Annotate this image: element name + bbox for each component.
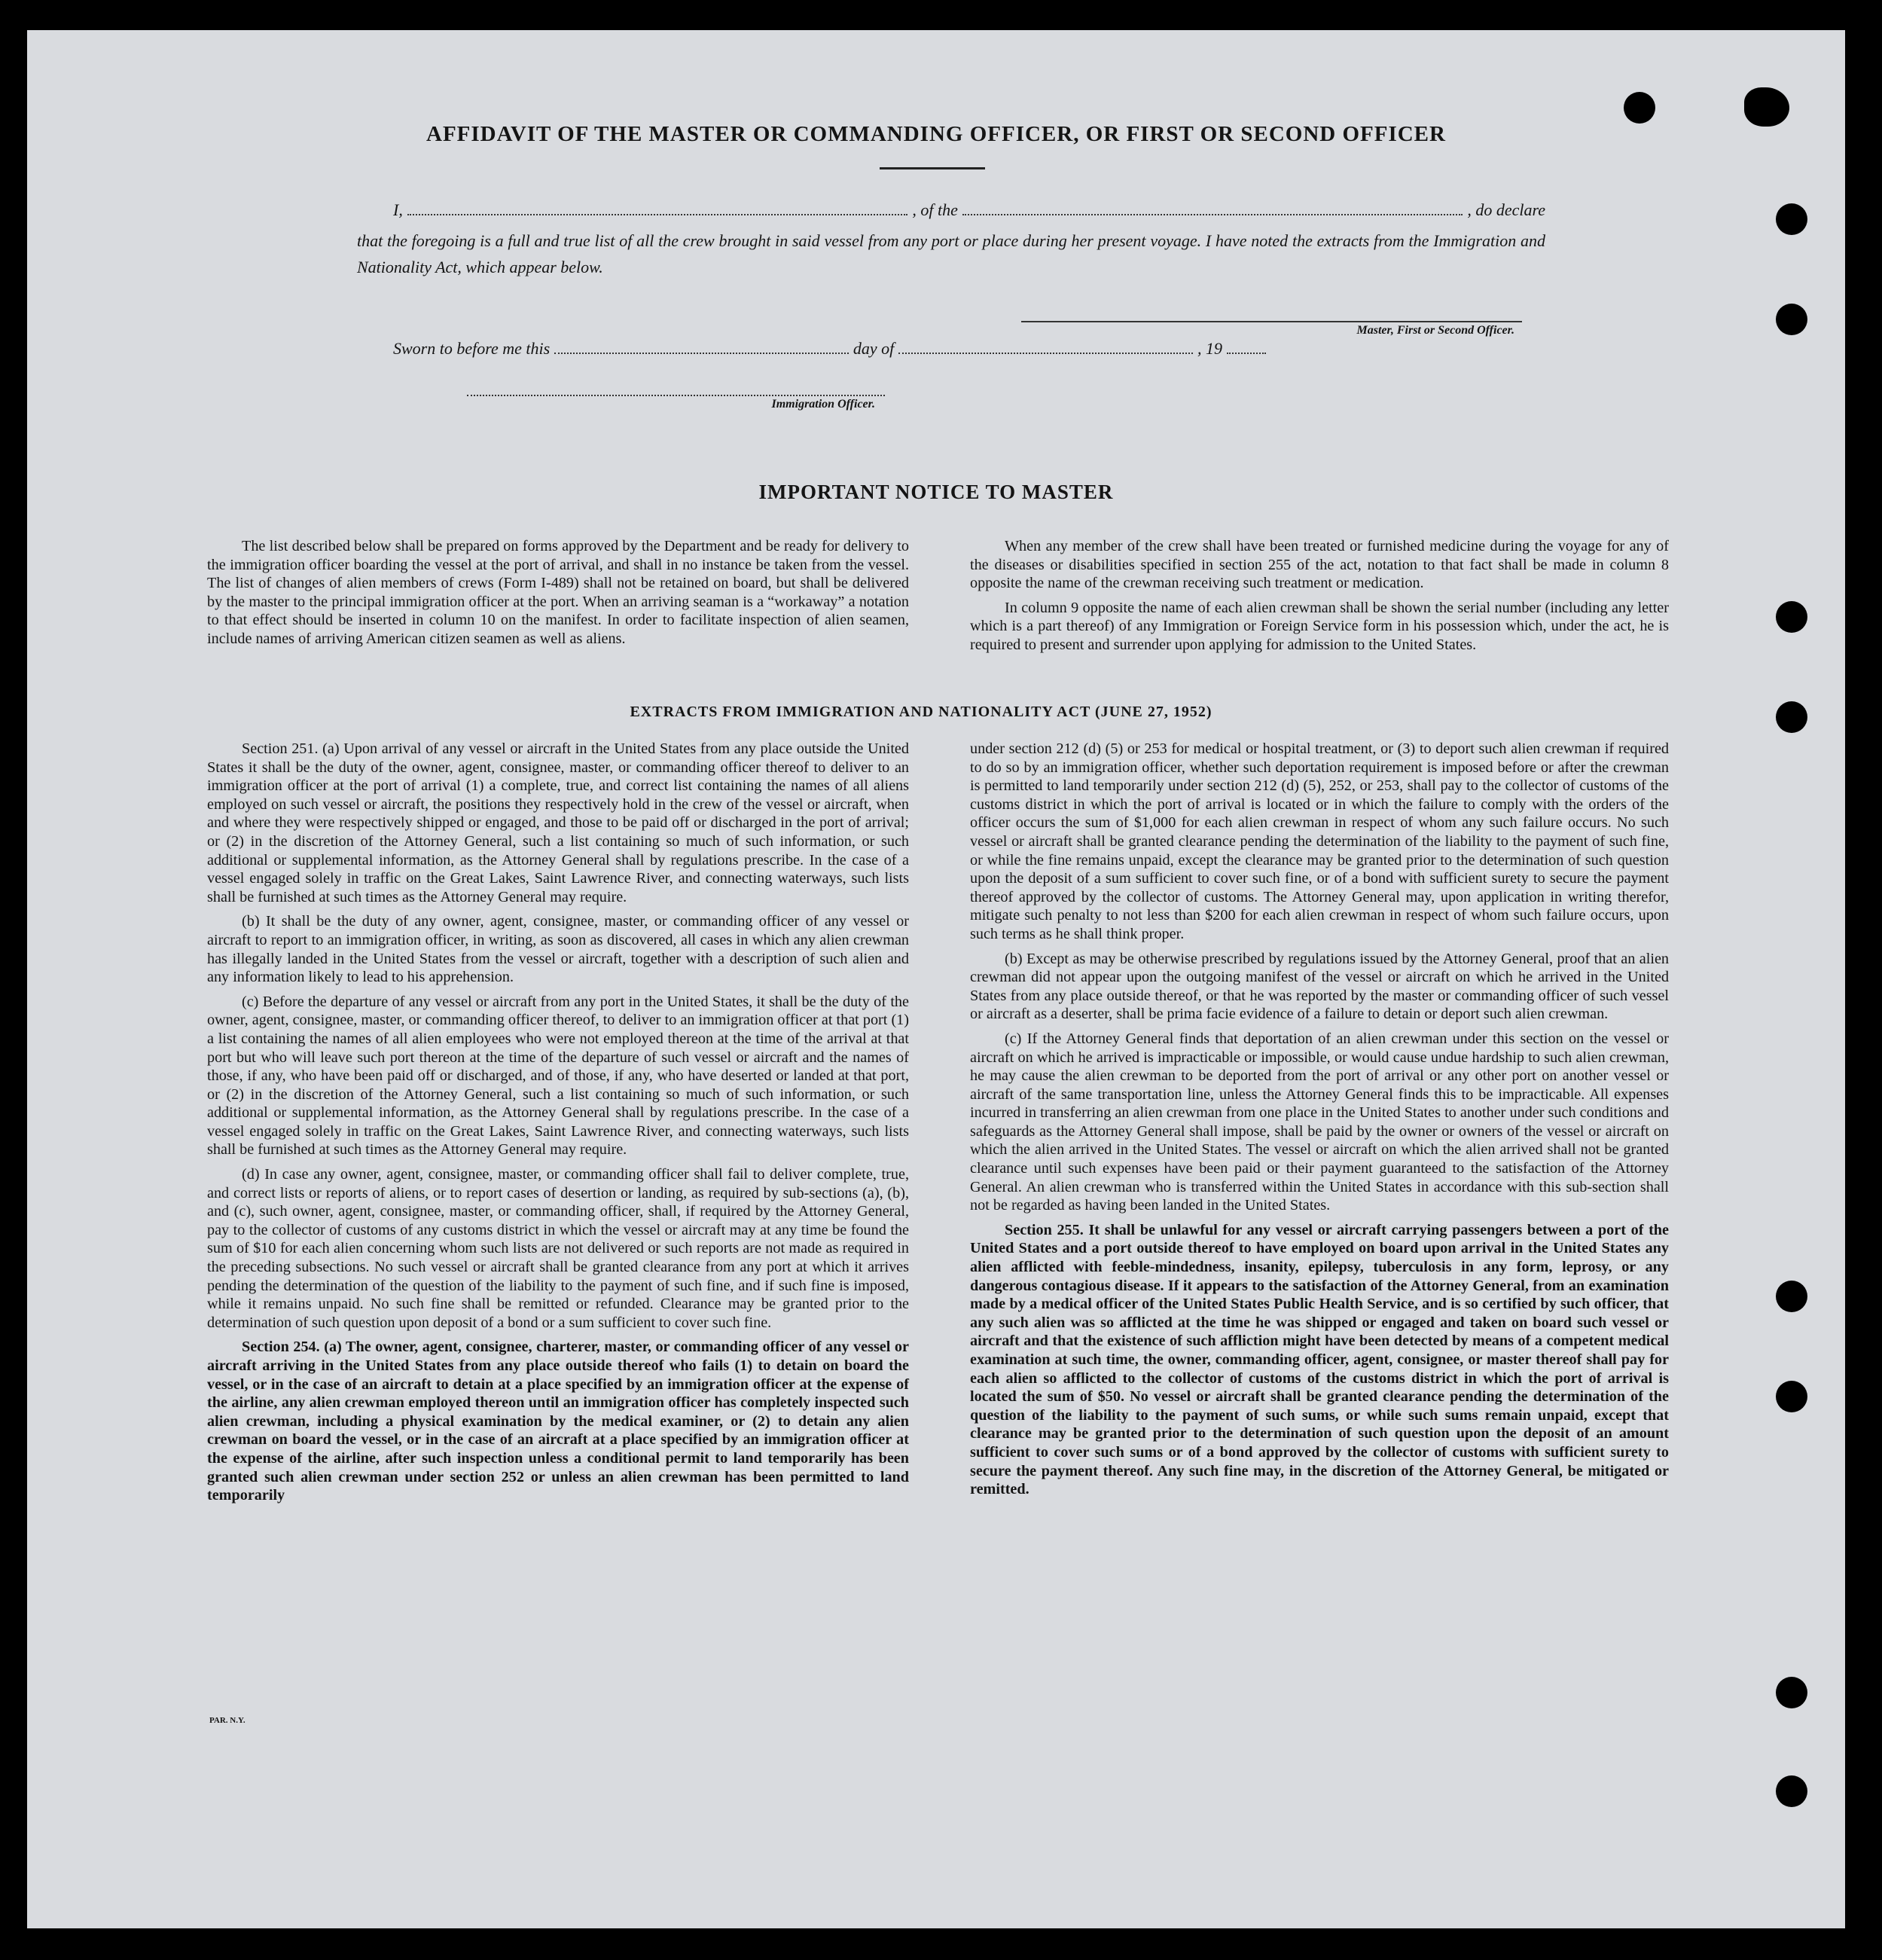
punch-hole bbox=[1776, 601, 1807, 633]
punch-hole bbox=[1776, 1281, 1807, 1312]
sworn-day-field[interactable] bbox=[554, 352, 849, 354]
sworn-prefix: Sworn to before me this bbox=[393, 339, 551, 358]
extract-paragraph: (b) It shall be the duty of any owner, agent, consignee, master, or commanding officer of any vessel or aircraft to report to an immigration officer, in writing, as soon as discovered, all cases in which any alien crewman has illegally landed in the United States from the vessel or aircraft, together with a description of such alien and any information likely to lead to his apprehension. bbox=[207, 913, 909, 986]
notice-paragraph: The list described below shall be prepared on forms approved by the Department and be ready for delivery to the immigration officer boarding the vessel at the port of arrival, and shall in no instance be taken from the vessel. The list of changes of alien members of crews (Form I-489) shall not be retained on board, but shall be delivered by the master to the principal immigration officer at the port. When an arriving seaman is a “workaway” a notation to that effect should be inserted in column 10 on the manifest. In order to facilitate inspection of alien seamen, include names of arriving American citizen seamen as well as aliens. bbox=[207, 538, 909, 647]
declarant-prefix: I, bbox=[393, 200, 403, 219]
notice-left-column bbox=[207, 537, 909, 655]
punch-hole bbox=[1776, 203, 1807, 235]
sworn-line bbox=[393, 339, 1270, 359]
master-signature-label: Master, First or Second Officer. bbox=[1356, 324, 1514, 337]
sworn-year-field[interactable] bbox=[1227, 352, 1266, 354]
officer-signature-line[interactable] bbox=[467, 395, 885, 396]
extract-paragraph: Section 255. It shall be unlawful for any vessel or aircraft carrying passengers between a port of the United States and a port outside thereof to have employed on board upon arrival in the United States any alien afflicted with feeble-mindedness, insanity, epilepsy, tuberculosis in any form, leprosy, or any dangerous contagious disease. If it appears to the satisfaction of the Attorney General, from an examination made by a medical officer of the United States Public Health Service, and is so certified by such officer, that any such alien was so afflicted at the time he was shipped or engaged and taken on board such vessel or aircraft and that the existence of such affliction might have been detected by means of a competent medical examination at such time, the owner, commanding officer, agent, consignee, or master thereof shall pay for each alien so afflicted to the collector of customs of the customs district in which the port of arrival is located the sum of $50. No vessel or aircraft shall be granted clearance pending the determination of the question of the liability to the payment of such sums, or while such sums remain unpaid, except that clearance may be granted prior to the determination of such question upon the deposit of an amount sufficient to cover such sums or of a bond approved by the collector of customs with sufficient surety to secure the payment thereof. Any such fine may, in the discretion of the Attorney General, be mitigated or remitted. bbox=[970, 1221, 1669, 1498]
extracts-left-column bbox=[207, 740, 909, 1511]
form-page bbox=[27, 30, 1845, 1928]
punch-hole bbox=[1744, 87, 1789, 127]
affidavit-title: AFFIDAVIT OF THE MASTER OR COMMANDING OFFICER, OR FIRST OR SECOND OFFICER bbox=[426, 122, 1446, 146]
declaration-line bbox=[393, 200, 1545, 220]
of-the-text: , of the bbox=[912, 200, 958, 219]
sworn-month-field[interactable] bbox=[898, 352, 1193, 354]
officer-signature-label: Immigration Officer. bbox=[771, 398, 875, 411]
punch-hole bbox=[1776, 1677, 1807, 1708]
notice-right-column bbox=[970, 537, 1669, 661]
day-of-text: day of bbox=[853, 339, 895, 358]
declarant-name-field[interactable] bbox=[407, 213, 908, 215]
title-divider bbox=[880, 167, 985, 169]
extract-paragraph: under section 212 (d) (5) or 253 for medical or hospital treatment, or (3) to deport such alien crewman if required to do so by an immigration officer, whether such deportation requirement is imposed before or after the crewman is permitted to land temporarily under section 212 (d) (5), 252, or 253, shall pay to the collector of customs of the customs district in which the port of arrival is located or in which the failure to comply with the orders of the officer occurs the sum of $1,000 for each alien crewman in respect of whom any such failure occurs. No such vessel or aircraft shall be granted clearance pending the determination of the liability to the payment of such fine, or while the fine remains unpaid, except the clearance may be granted prior to the determination of such question upon the deposit of a sum sufficient to cover such fine, or of a bond with sufficient surety to secure the payment thereof approved by the collector of customs. The Attorney General may, upon application in writing therefor, mitigate such penalty to not less than $200 for each alien crewman in respect of whom such failure occurs, upon such terms as he shall think proper. bbox=[970, 740, 1669, 942]
declaration-text: that the foregoing is a full and true list of all the crew brought in said vessel from any port or place during her present voyage. I have noted the extracts from the Immigration and Nationality Act, which appear below. bbox=[357, 231, 1545, 276]
extract-paragraph: (b) Except as may be otherwise prescribed by regulations issued by the Attorney General, proof that an alien crewman did not appear upon the outgoing manifest of the vessel or aircraft on which he arrived in the United States from any place outside thereof, or that he was reported by the master or commanding officer of such vessel or aircraft as a deserter, shall be prima facie evidence of a failure to detain or deport such alien crewman. bbox=[970, 950, 1669, 1023]
punch-hole bbox=[1624, 92, 1655, 124]
punch-hole bbox=[1776, 304, 1807, 335]
extracts-heading: EXTRACTS FROM IMMIGRATION AND NATIONALITY ACT (JUNE 27, 1952) bbox=[630, 704, 1212, 720]
extract-paragraph: Section 251. (a) Upon arrival of any vessel or aircraft in the United States from any place outside the United States it shall be the duty of the owner, agent, consignee, master, or commanding officer thereof to deliver to an immigration officer at the port of arrival (1) a complete, true, and correct list containing the names of all aliens employed on such vessel or aircraft, the positions they respectively hold in the crew of the vessel or aircraft, when and where they were respectively shipped or engaged, and those to be paid off or discharged in the port of arrival; or (2) in the discretion of the Attorney General, such a list containing so much of such information, or such additional or supplemental information, as the Attorney General shall by regulations prescribe. In the case of a vessel engaged solely in traffic on the Great Lakes, Saint Lawrence River, and connecting waterways, such lists shall be furnished at such times as the Attorney General may require. bbox=[207, 740, 909, 905]
extracts-right-column bbox=[970, 740, 1669, 1505]
extract-paragraph: (c) Before the departure of any vessel or aircraft from any port in the United States, it shall be the duty of the owner, agent, consignee, master, or commanding officer thereof, to deliver to an immigration officer at that port (1) a list containing the names of all alien employees who were not employed thereon at the time of the arrival at that port but who will leave such port thereon at the time of the departure of such vessel or aircraft and the names of those, if any, who have been paid off or discharged, and of those, if any, who have deserted or landed at that port, or (2) in the discretion of the Attorney General, such a list containing so much of such information, or such additional or supplemental information, as the Attorney General shall by regulations prescribe. In the case of a vessel engaged solely in traffic on the Great Lakes, Saint Lawrence River, and connecting waterways, such lists shall be furnished at such times as the Attorney General may require. bbox=[207, 993, 909, 1159]
year-prefix: , 19 bbox=[1197, 339, 1223, 358]
notice-paragraph: When any member of the crew shall have been treated or furnished medicine during the voyage for any of the diseases or disabilities specified in section 255 of the act, notation to that fact shall be made in column 8 opposite the name of the crewman receiving such treatment or medication. bbox=[970, 538, 1669, 592]
master-signature-line[interactable] bbox=[1021, 321, 1522, 322]
do-declare-text: , do declare bbox=[1467, 200, 1546, 219]
punch-hole bbox=[1776, 1381, 1807, 1412]
printer-code: PAR. N.Y. bbox=[209, 1716, 246, 1725]
extract-paragraph: (c) If the Attorney General finds that deportation of an alien crewman under this section on the vessel or aircraft on which he arrived is impracticable or impossible, or would cause undue hardship to such alien crewman, he may cause the alien crewman to be deported from the port of arrival or any other port on another vessel or aircraft of the same transportation line, unless the Attorney General finds this to be impracticable. All expenses incurred in transferring an alien crewman from one place in the United States to another under such conditions and safeguards as the Attorney General shall impose, shall be paid by the owner or owners of the vessel or aircraft on which the alien arrived in the United States. The vessel or aircraft on which the alien arrived shall not be granted clearance until such expenses have been paid or their payment guaranteed to the satisfaction of the Attorney General. An alien crewman who is transferred within the United States in accordance with this sub-section shall not be regarded as having been landed in the United States. bbox=[970, 1030, 1669, 1214]
punch-hole bbox=[1776, 1775, 1807, 1807]
notice-title: IMPORTANT NOTICE TO MASTER bbox=[758, 481, 1114, 503]
notice-paragraph: In column 9 opposite the name of each alien crewman shall be shown the serial number (including any letter which is a part thereof) of any Immigration or Foreign Service form in his possession which, under the act, he is required to present and surrender upon applying for admission to the United States. bbox=[970, 599, 1669, 653]
extract-paragraph: (d) In case any owner, agent, consignee, master, or commanding officer shall fail to deliver complete, true, and correct lists or reports of aliens, or to report cases of desertion or landing, as required by sub-sections (a), (b), and (c), such owner, agent, consignee, master, or commanding officer, shall, if required by the Attorney General, pay to the collector of customs of any customs district in which the vessel or aircraft may at any time be found the sum of $10 for each alien concerning whom such lists are not delivered or such reports are not made as required in the preceding subsections. No such vessel or aircraft shall be granted clearance from any port at which it arrives pending the determination of the question of the liability to the payment of such fine, and if such fine is imposed, while it remains unpaid. No such fine shall be remitted or refunded. Clearance may be granted prior to the determination of such question upon deposit of a bond or a sum sufficient to cover such fine. bbox=[207, 1166, 909, 1331]
extract-paragraph: Section 254. (a) The owner, agent, consignee, charterer, master, or commanding officer of any vessel or aircraft arriving in the United States from any place outside thereof who fails (1) to detain on board the vessel, or in the case of an aircraft to detain at a place specified by an immigration officer at the expense of the airline, any alien crewman employed thereon until an immigration officer has completely inspected such alien crewman, including a physical examination by the medical examiner, or (2) to detain any alien crewman on board the vessel, or in the case of an aircraft at a place specified by an immigration officer at the expense of the airline, after such inspection unless a conditional permit to land temporarily has been granted such alien crewman under section 252 or unless an alien crewman has been permitted to land temporarily bbox=[207, 1339, 909, 1504]
vessel-name-field[interactable] bbox=[962, 213, 1463, 215]
